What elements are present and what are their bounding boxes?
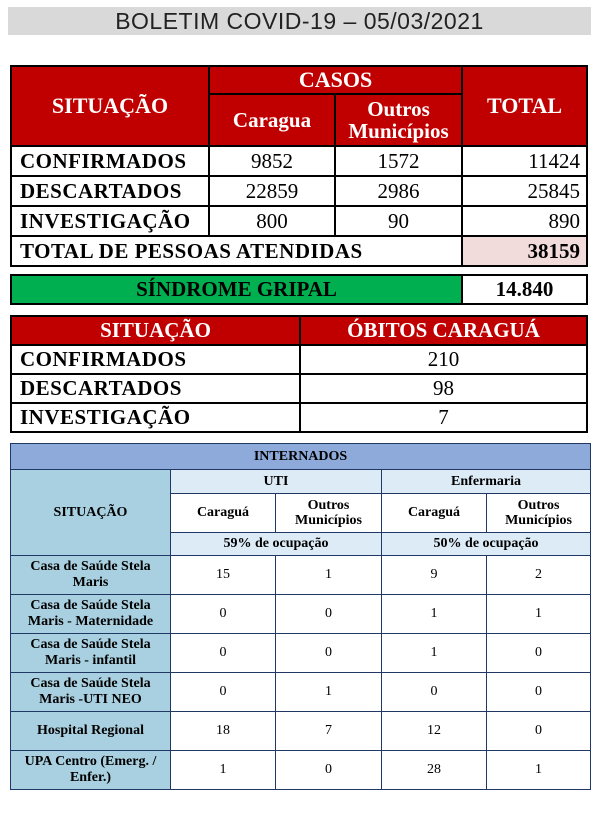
enf-outros-value: 1 <box>487 595 591 634</box>
uti-caragua-value: 15 <box>171 556 276 595</box>
enf-caragua-value: 12 <box>382 712 487 751</box>
row-label: Casa de Saúde Stela Maris - Maternidade <box>11 595 171 634</box>
table-row <box>11 403 587 432</box>
uti-header: UTI <box>171 470 382 494</box>
row-label: Casa de Saúde Stela Maris <box>11 556 171 595</box>
row-label: INVESTIGAÇÃO <box>11 206 209 236</box>
casos-table <box>10 65 588 267</box>
enf-caragua-value: 0 <box>382 673 487 712</box>
row-label: INVESTIGAÇÃO <box>11 403 300 432</box>
row-label: Hospital Regional <box>11 712 171 751</box>
enf-caragua-value: 28 <box>382 751 487 790</box>
obitos-situacao-header: SITUAÇÃO <box>11 316 300 345</box>
uti-ocupacao: 59% de ocupação <box>171 533 382 556</box>
outros-value: 1572 <box>335 146 462 176</box>
row-label: DESCARTADOS <box>11 176 209 206</box>
enfermaria-header: Enfermaria <box>382 470 591 494</box>
total-pessoas-label: TOTAL DE PESSOAS ATENDIDAS <box>11 236 462 266</box>
table-row <box>11 634 591 673</box>
obitos-value: 210 <box>300 345 587 374</box>
sindrome-value: 14.840 <box>462 275 587 304</box>
enf-outros-value: 0 <box>487 634 591 673</box>
table-row <box>11 595 591 634</box>
uti-caragua-value: 18 <box>171 712 276 751</box>
obitos-header: ÓBITOS CARAGUÁ <box>300 316 587 345</box>
enf-outros-header: Outros Municípios <box>487 494 591 533</box>
outros-header: Outros Municípios <box>335 94 462 146</box>
table-row <box>11 176 587 206</box>
enf-caragua-value: 1 <box>382 634 487 673</box>
enf-caragua-header: Caraguá <box>382 494 487 533</box>
total-pessoas-value: 38159 <box>462 236 587 266</box>
uti-outros-value: 1 <box>276 673 382 712</box>
table-row <box>11 146 587 176</box>
row-label: CONFIRMADOS <box>11 345 300 374</box>
total-value: 25845 <box>462 176 587 206</box>
uti-outros-value: 1 <box>276 556 382 595</box>
uti-caragua-value: 0 <box>171 673 276 712</box>
enf-outros-value: 2 <box>487 556 591 595</box>
outros-value: 90 <box>335 206 462 236</box>
sindrome-label: SÍNDROME GRIPAL <box>11 275 462 304</box>
enf-ocupacao: 50% de ocupação <box>382 533 591 556</box>
row-label: Casa de Saúde Stela Maris - infantil <box>11 634 171 673</box>
row-label: Casa de Saúde Stela Maris -UTI NEO <box>11 673 171 712</box>
enf-outros-value: 0 <box>487 712 591 751</box>
total-value: 11424 <box>462 146 587 176</box>
caragua-header: Caragua <box>209 94 335 146</box>
total-value: 890 <box>462 206 587 236</box>
internados-situacao-header: SITUAÇÃO <box>11 470 171 556</box>
uti-outros-value: 7 <box>276 712 382 751</box>
obitos-table <box>10 315 588 433</box>
uti-caragua-value: 0 <box>171 634 276 673</box>
caragua-value: 9852 <box>209 146 335 176</box>
row-label: UPA Centro (Emerg. / Enfer.) <box>11 751 171 790</box>
enf-caragua-value: 9 <box>382 556 487 595</box>
uti-outros-value: 0 <box>276 634 382 673</box>
page-title: BOLETIM COVID-19 – 05/03/2021 <box>8 7 591 35</box>
uti-outros-value: 0 <box>276 595 382 634</box>
uti-outros-header: Outros Municípios <box>276 494 382 533</box>
enf-caragua-value: 1 <box>382 595 487 634</box>
table-row <box>11 556 591 595</box>
table-row <box>11 345 587 374</box>
uti-caragua-value: 0 <box>171 595 276 634</box>
table-row <box>11 374 587 403</box>
table-row <box>11 712 591 751</box>
row-label: CONFIRMADOS <box>11 146 209 176</box>
outros-value: 2986 <box>335 176 462 206</box>
uti-outros-value: 0 <box>276 751 382 790</box>
casos-header: CASOS <box>209 66 462 94</box>
enf-outros-value: 0 <box>487 673 591 712</box>
uti-caragua-value: 1 <box>171 751 276 790</box>
caragua-value: 22859 <box>209 176 335 206</box>
situacao-header: SITUAÇÃO <box>11 66 209 146</box>
caragua-value: 800 <box>209 206 335 236</box>
table-row <box>11 673 591 712</box>
uti-caragua-header: Caraguá <box>171 494 276 533</box>
row-label: DESCARTADOS <box>11 374 300 403</box>
table-row <box>11 206 587 236</box>
enf-outros-value: 1 <box>487 751 591 790</box>
total-header: TOTAL <box>462 66 587 146</box>
total-row <box>11 236 587 266</box>
sindrome-table <box>10 274 588 305</box>
obitos-value: 7 <box>300 403 587 432</box>
internados-title: INTERNADOS <box>11 444 591 470</box>
obitos-value: 98 <box>300 374 587 403</box>
table-row <box>11 751 591 790</box>
internados-table <box>10 443 591 790</box>
